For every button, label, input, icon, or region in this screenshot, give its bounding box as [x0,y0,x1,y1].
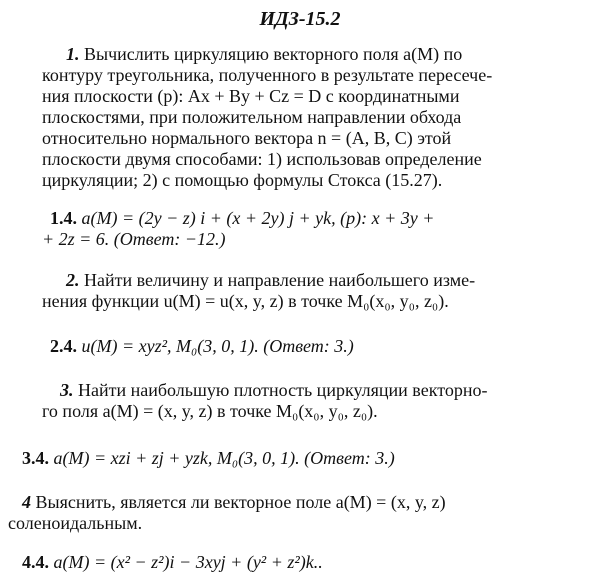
answer-1-4-line-1: a(M) = (2y − z) i + (x + 2y) j + yk, (p): x + 3y + [81,208,435,228]
answer-2-4 [0,336,600,357]
answer-4-4-line-1: a(M) = (x² − z²)i − 3xyj + (y² + z²)k.. [53,552,323,572]
answer-4-4 [0,552,600,573]
task-3-line-1: Найти наибольшую плотность циркуляции векторно- [78,380,488,400]
answer-1-4-line-2: + 2z = 6. (Ответ: −12.) [42,229,226,249]
answer-2-4-number: 2.4. [50,336,77,356]
answer-2-4-line-1: u(M) = xyz², M₀(3, 0, 1). (Ответ: 3.) [81,336,354,356]
task-3-line-2: го поля a(M) = (x, y, z) в точке M₀(x₀, y₀, z₀). [42,401,378,421]
task-4-line-1: Выяснить, является ли векторное поле a(M) = (x, y, z) [35,492,446,512]
task-1-line-4: плоскостями, при положительном направлении обхода [42,107,462,127]
answer-1-4 [0,208,600,250]
answer-1-4-number: 1.4. [50,208,77,228]
task-1-line-6: плоскости двумя способами: 1) использовав определение [42,149,482,169]
task-4 [0,492,600,534]
task-1-line-2: контуру треугольника, полученного в результате пересече- [42,65,493,85]
answer-3-4-line-1: a(M) = xzi + zj + yzk, M₀(3, 0, 1). (Ответ: 3.) [53,448,395,468]
document-title: ИДЗ-15.2 [259,8,341,30]
task-1 [0,44,600,191]
task-4-number: 4 [22,492,31,512]
task-1-line-3: ния плоскости (p): Ax + By + Cz = D с координатными [42,86,460,106]
task-4-line-2: соленоидальным. [8,513,143,533]
task-1-line-1: Вычислить циркуляцию векторного поля a(M) по [84,44,463,64]
task-3-number: 3. [60,380,74,400]
answer-4-4-number: 4.4. [22,552,49,572]
task-1-line-7: циркуляции; 2) с помощью формулы Стокса (15.27). [42,170,443,190]
task-2-line-2: нения функции u(M) = u(x, y, z) в точке M₀(x₀, y₀, z₀). [42,291,449,311]
task-2 [0,270,600,312]
task-3 [0,380,600,422]
task-2-line-1: Найти величину и направление наибольшего изме- [84,270,476,290]
task-1-number: 1. [66,44,80,64]
task-2-number: 2. [66,270,80,290]
task-1-line-5: относительно нормального вектора n = (A, B, C) этой [42,128,452,148]
answer-3-4-number: 3.4. [22,448,49,468]
answer-3-4 [0,448,600,469]
